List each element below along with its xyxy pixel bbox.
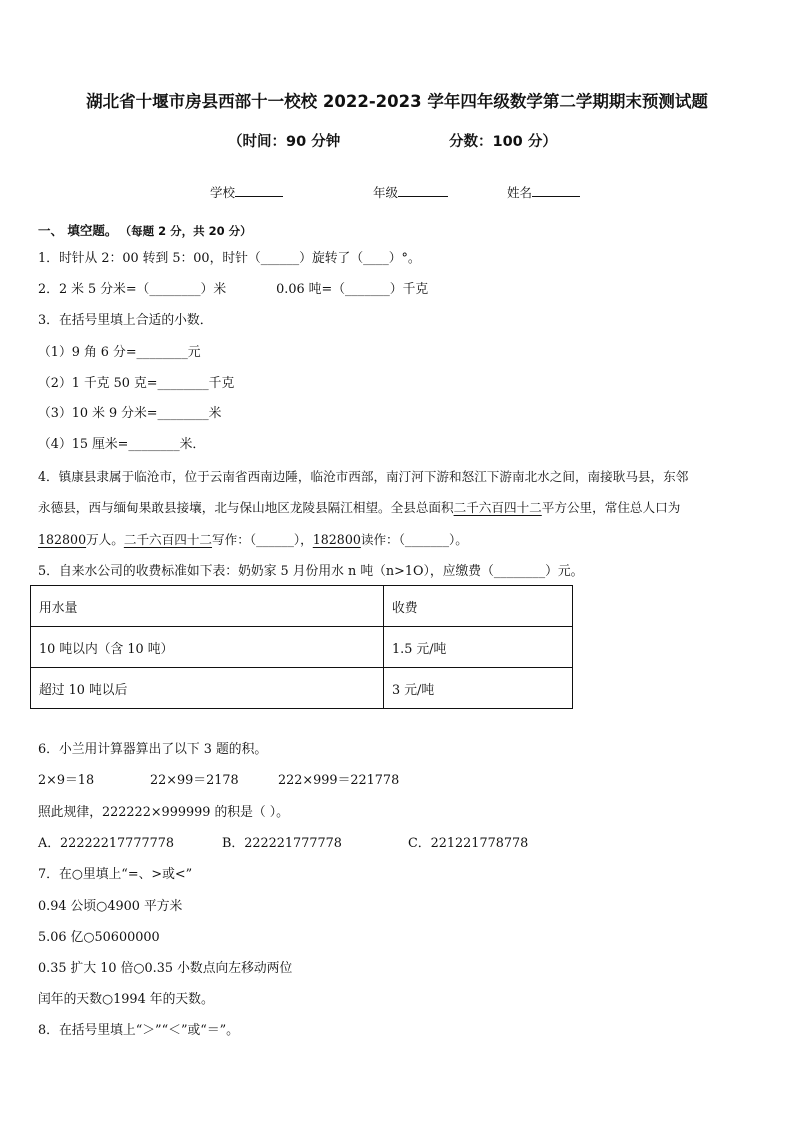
table-row (31, 627, 573, 668)
section-heading: 一、 填空题。 （每题 2 分，共 20 分） (38, 223, 252, 238)
question-3-item: （2）1 千克 50 克=________千克 (38, 376, 235, 391)
question-3-item: （1）9 角 6 分=________元 (38, 345, 201, 360)
water-fee-table (30, 585, 573, 709)
name-field[interactable]: 姓名 (507, 183, 580, 201)
question-3-item: （3）10 米 9 分米=________米 (38, 406, 222, 421)
question-5-stem: 5．自来水公司的收费标准如下表：奶奶家 5 月份用水 n 吨（n>1O），应缴费（________）元。 (38, 564, 584, 579)
question-1: 1．时针从 2：00 转到 5：00，时针（______）旋转了（____）°。 (38, 251, 421, 266)
question-7-item: 0.35 扩大 10 倍○0.35 小数点向左移动两位 (38, 961, 293, 976)
question-7-item: 0.94 公顷○4900 平方米 (38, 899, 183, 914)
option-c[interactable]: C．221221778778 (408, 836, 529, 851)
question-4-line: 4．镇康县隶属于临沧市，位于云南省西南边陲，临沧市西部，南汀河下游和怒江下游南北水之间，南接耿马县，东邻 (38, 469, 689, 484)
question-6-ask: 照此规律，222222×999999 的积是（ ）。 (38, 805, 289, 820)
table-cell: 10 吨以内（含 10 吨） (31, 627, 384, 668)
exam-score: 分数：100 分） (449, 134, 557, 150)
question-4-line: 182800万人。二千六百四十二写作：（______），182800读作：（_______）。 (38, 532, 468, 547)
question-8-stem: 8．在括号里填上“＞”“＜”或“＝”。 (38, 1023, 239, 1038)
table-cell: 3 元/吨 (384, 668, 573, 709)
school-field[interactable]: 学校 (210, 183, 283, 201)
question-3-stem: 3．在括号里填上合适的小数． (38, 313, 213, 328)
question-4-line: 永德县，西与缅甸果敢县接壤，北与保山地区龙陵县隔江相望。全县总面积二千六百四十二平方公里，常住总人口为 (38, 500, 681, 515)
table-header-cell: 用水量 (31, 586, 384, 627)
exam-page: 湖北省十堰市房县西部十一校校 2022-2023 学年四年级数学第二学期期末预测试题 （时间：90 分钟 分数：100 分） 学校 年级 姓名 一、 填空题。 （每题 2 分，共 20 分） 1．时针从 2：00 转到 5：00，时针（______）旋转了（____）°。 2．2 米 5 分米=（________）米 0.06 吨=（_______）千克 3．在括号里填上合适的小数． （1）9 角 6 分=________元 （2）1 千克 50 克=________千克 （3）10 米 9 分米=________米 （4）15 厘米=________米． 4．镇康县隶属于临沧市，位于云南省西南边陲，临沧市西部，南汀河下游和怒江下游南北水之间，南接耿马县，东邻 永德县，西与缅甸果敢县接壤，北与保山地区龙陵县隔江相望。全县总面积二千六百四十二平方公里，常住总人口为 182800万人。二千六百四十二写作：（______），182800读作：（_______）。 5．自来水公司的收费标准如下表：奶奶家 5 月份用水 n 吨（n>1O），应缴费（________）元。 用水量 收费 10 吨以内（含 10 吨） 1.5 元/吨 超过 10 吨以后 3 元/吨 6．小兰用计算器算出了以下 3 题的积。 2×9＝18 22×99＝2178 222×999＝221778 照此规律，222222×999999 的积是（ ）。 A．22222217777778 B．222221777778 C．221221778778 7．在○里填上“=、>或<” 0.94 公顷○4900 平方米 5.06 亿○50600000 0.35 扩大 10 倍○0.35 小数点向左移动两位 闰年的天数○1994 年的天数。 8．在括号里填上“＞”“＜”或“＝”。 (0, 0, 794, 1123)
option-a[interactable]: A．22222217777778 (38, 836, 175, 851)
table-row (31, 668, 573, 709)
table-cell: 1.5 元/吨 (384, 627, 573, 668)
table-header-cell: 收费 (384, 586, 573, 627)
table-cell: 超过 10 吨以后 (31, 668, 384, 709)
question-7-item: 闰年的天数○1994 年的天数。 (38, 992, 214, 1007)
question-6-stem: 6．小兰用计算器算出了以下 3 题的积。 (38, 742, 268, 757)
question-2: 2．2 米 5 分米=（________）米 0.06 吨=（_______）千克 (38, 282, 429, 297)
option-b[interactable]: B．222221777778 (222, 836, 342, 851)
exam-time: （时间：90 分钟 (228, 134, 341, 150)
page-title: 湖北省十堰市房县西部十一校校 2022-2023 学年四年级数学第二学期期末预测试题 (86, 92, 708, 111)
table-header-row (31, 586, 573, 627)
question-7-item: 5.06 亿○50600000 (38, 930, 160, 945)
grade-field[interactable]: 年级 (373, 183, 448, 201)
question-7-stem: 7．在○里填上“=、>或<” (38, 867, 193, 882)
question-3-item: （4）15 厘米=________米． (38, 437, 206, 452)
